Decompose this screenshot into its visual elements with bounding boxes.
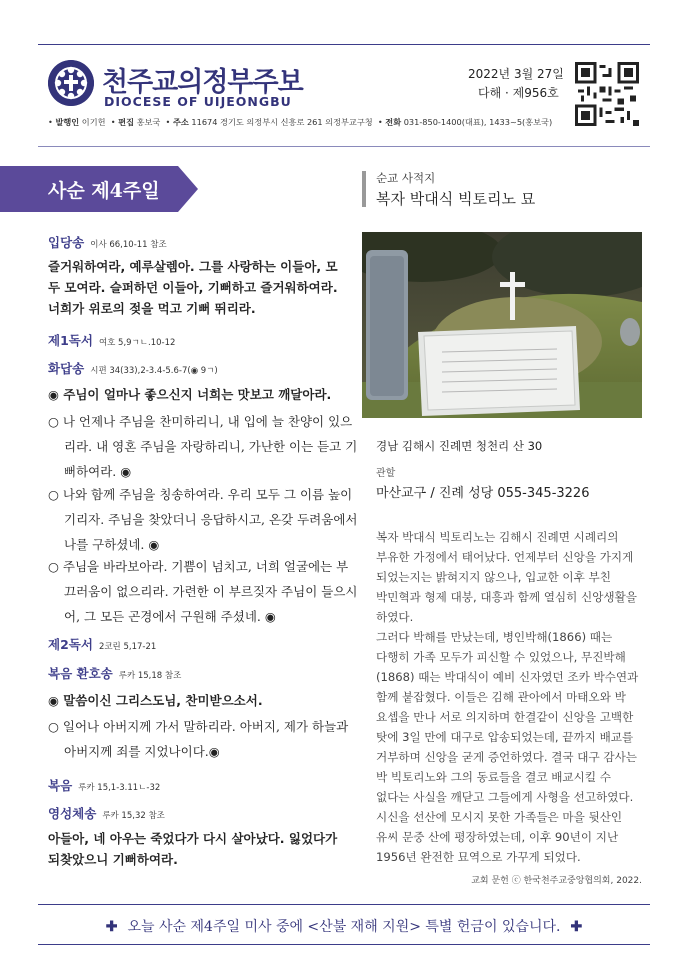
source-credit: 교회 문헌 ⓒ 한국천주교중앙협의회, 2022. — [471, 876, 642, 886]
footer-notice-text: 오늘 사순 제4주일 미사 중에 <산불 재해 지원> 특별 헌금이 있습니다. — [127, 919, 561, 935]
bottom-rule — [38, 944, 650, 945]
second-reading-heading: 제2독서 2코린 5,17-21 — [48, 637, 157, 652]
psalm-response: ◉ 주님이 얼마나 좋으신지 너희는 맛보고 깨달아라. — [48, 387, 332, 402]
psalm-heading: 화답송 시편 34(33),2-3.4-5.6-7(◉ 9ㄱ) — [48, 361, 218, 376]
shrine-section-label: 순교 사적지 — [376, 171, 436, 185]
entrance-heading: 입당송 이사 66,10-11 참조 — [48, 235, 167, 250]
diocese-logo-icon — [48, 60, 94, 106]
qr-code-icon — [575, 62, 639, 126]
description-paragraph-2: 그러다 박해를 만났는데, 병인박해(1866) 때는 다행히 가족 모두가 피신할 수 있었으나, 무진박해(1868) 때는 박대식이 예비 신자였던 조카 박수연과 함께 붙잡혔다. 이들은 김해 관아에서 마태오와 박 요셉을 만나 서로 의지하며 한결같이 신앙을 고백한 탓에 3일 만에 대구로 압송되었는데, 끝까지 배교를 거부하며 신앙을 굳게 증언하였다. 결국 대구 감사는 박 빅토리노와 그의 동료들을 결코 배교시킬 수 없다는 사실을 깨닫고 그들에게 사형을 선고하였다. — [376, 630, 639, 804]
tomb-photo — [362, 232, 642, 418]
gospel-heading: 복음 루카 15,1-3.11ㄴ-32 — [48, 778, 161, 793]
shrine-address: 경남 김해시 진례면 청천리 산 30 — [376, 439, 543, 453]
jurisdiction-value: 마산교구 / 진례 성당 055-345-3226 — [376, 486, 590, 501]
footer-notice — [38, 916, 650, 936]
communion-antiphon: 아들아, 네 아우는 죽었다가 다시 살아났다. 잃었다가 되찾았으니 기뻐하여라. — [48, 831, 338, 867]
cross-icon: ✚ — [570, 919, 583, 935]
section-accent-bar — [362, 171, 366, 207]
masthead-subtitle: DIOCESE OF UIJEONGBU — [104, 94, 292, 109]
gospel-acclamation-heading: 복음 환호송 루카 15,18 참조 — [48, 666, 182, 681]
psalm-verse-2: ○ 나와 함께 주님을 칭송하여라. 우리 모두 그 이름 높이 기리자. 주님을 찾았더니 응답하시고, 온갖 두려움에서 나를 구하셨네. ◉ — [48, 487, 358, 552]
cross-icon: ✚ — [105, 919, 118, 935]
communion-heading: 영성체송 루카 15,32 참조 — [48, 806, 165, 821]
psalm-verse-1: ○ 나 언제나 주님을 찬미하리니, 내 입에 늘 찬양이 있으리라. 내 영혼 주님을 자랑하리니, 가난한 이는 듣고 기뻐하여라. ◉ — [48, 414, 358, 479]
gospel-acclamation-verse: ○ 일어나 아버지께 가서 말하리라. 아버지, 제가 하늘과 아버지께 죄를 지었나이다.◉ — [48, 719, 349, 759]
masthead-title: 천주교의정부주보 — [102, 67, 303, 98]
jurisdiction-label: 관할 — [376, 468, 396, 479]
masthead-rule — [38, 146, 650, 147]
first-reading-heading: 제1독서 여호 5,9ㄱㄴ.10-12 — [48, 333, 176, 348]
sunday-title: 사순 제4주일 — [48, 180, 160, 202]
entrance-antiphon: 즐거워하여라, 예루살렘아. 그를 사랑하는 이들아, 모두 모여라. 슬퍼하던 이들아, 기뻐하고 즐거워하여라. 너희가 위로의 젖을 먹고 기뻐 뛰리라. — [48, 259, 338, 316]
shrine-title: 복자 박대식 빅토리노 묘 — [376, 190, 536, 208]
psalm-verse-3: ○ 주님을 바라보아라. 기쁨이 넘치고, 너희 얼굴에는 부끄러움이 없으리라. 가련한 이 부르짖자 주님이 들으시어, 그 모든 곤경에서 구원해 주셨네. ◉ — [48, 559, 358, 624]
issue-number: 다해 · 제956호 — [478, 86, 559, 100]
footer-rule — [38, 904, 650, 905]
description-paragraph-1: 복자 박대식 빅토리노는 김해시 진례면 시례리의 부유한 가정에서 태어났다. 언제부터 신앙을 가지게 되었는지는 밝혀지지 않으나, 입교한 이후 부친 박민혁과 형제 대붕, 대흥과 함께 열심히 신앙생활을 하였다. — [376, 530, 637, 624]
top-rule — [38, 44, 650, 45]
publication-info: • 발행인 이기헌 • 편집 홍보국 • 주소 11674 경기도 의정부시 신흥로 261 의정부교구청 • 전화 031-850-1400(대표), 1433~5(홍보국) — [48, 117, 553, 127]
gospel-acclamation-response: ◉ 말씀이신 그리스도님, 찬미받으소서. — [48, 693, 263, 708]
issue-date: 2022년 3월 27일 — [468, 67, 564, 81]
description-paragraph-3: 시신을 선산에 모시지 못한 가족들은 마을 뒷산인 유씨 문중 산에 평장하였는데, 이후 90년이 지난 1956년 완전한 묘역으로 가꾸게 되었다. — [376, 810, 623, 864]
shrine-description — [376, 527, 646, 867]
